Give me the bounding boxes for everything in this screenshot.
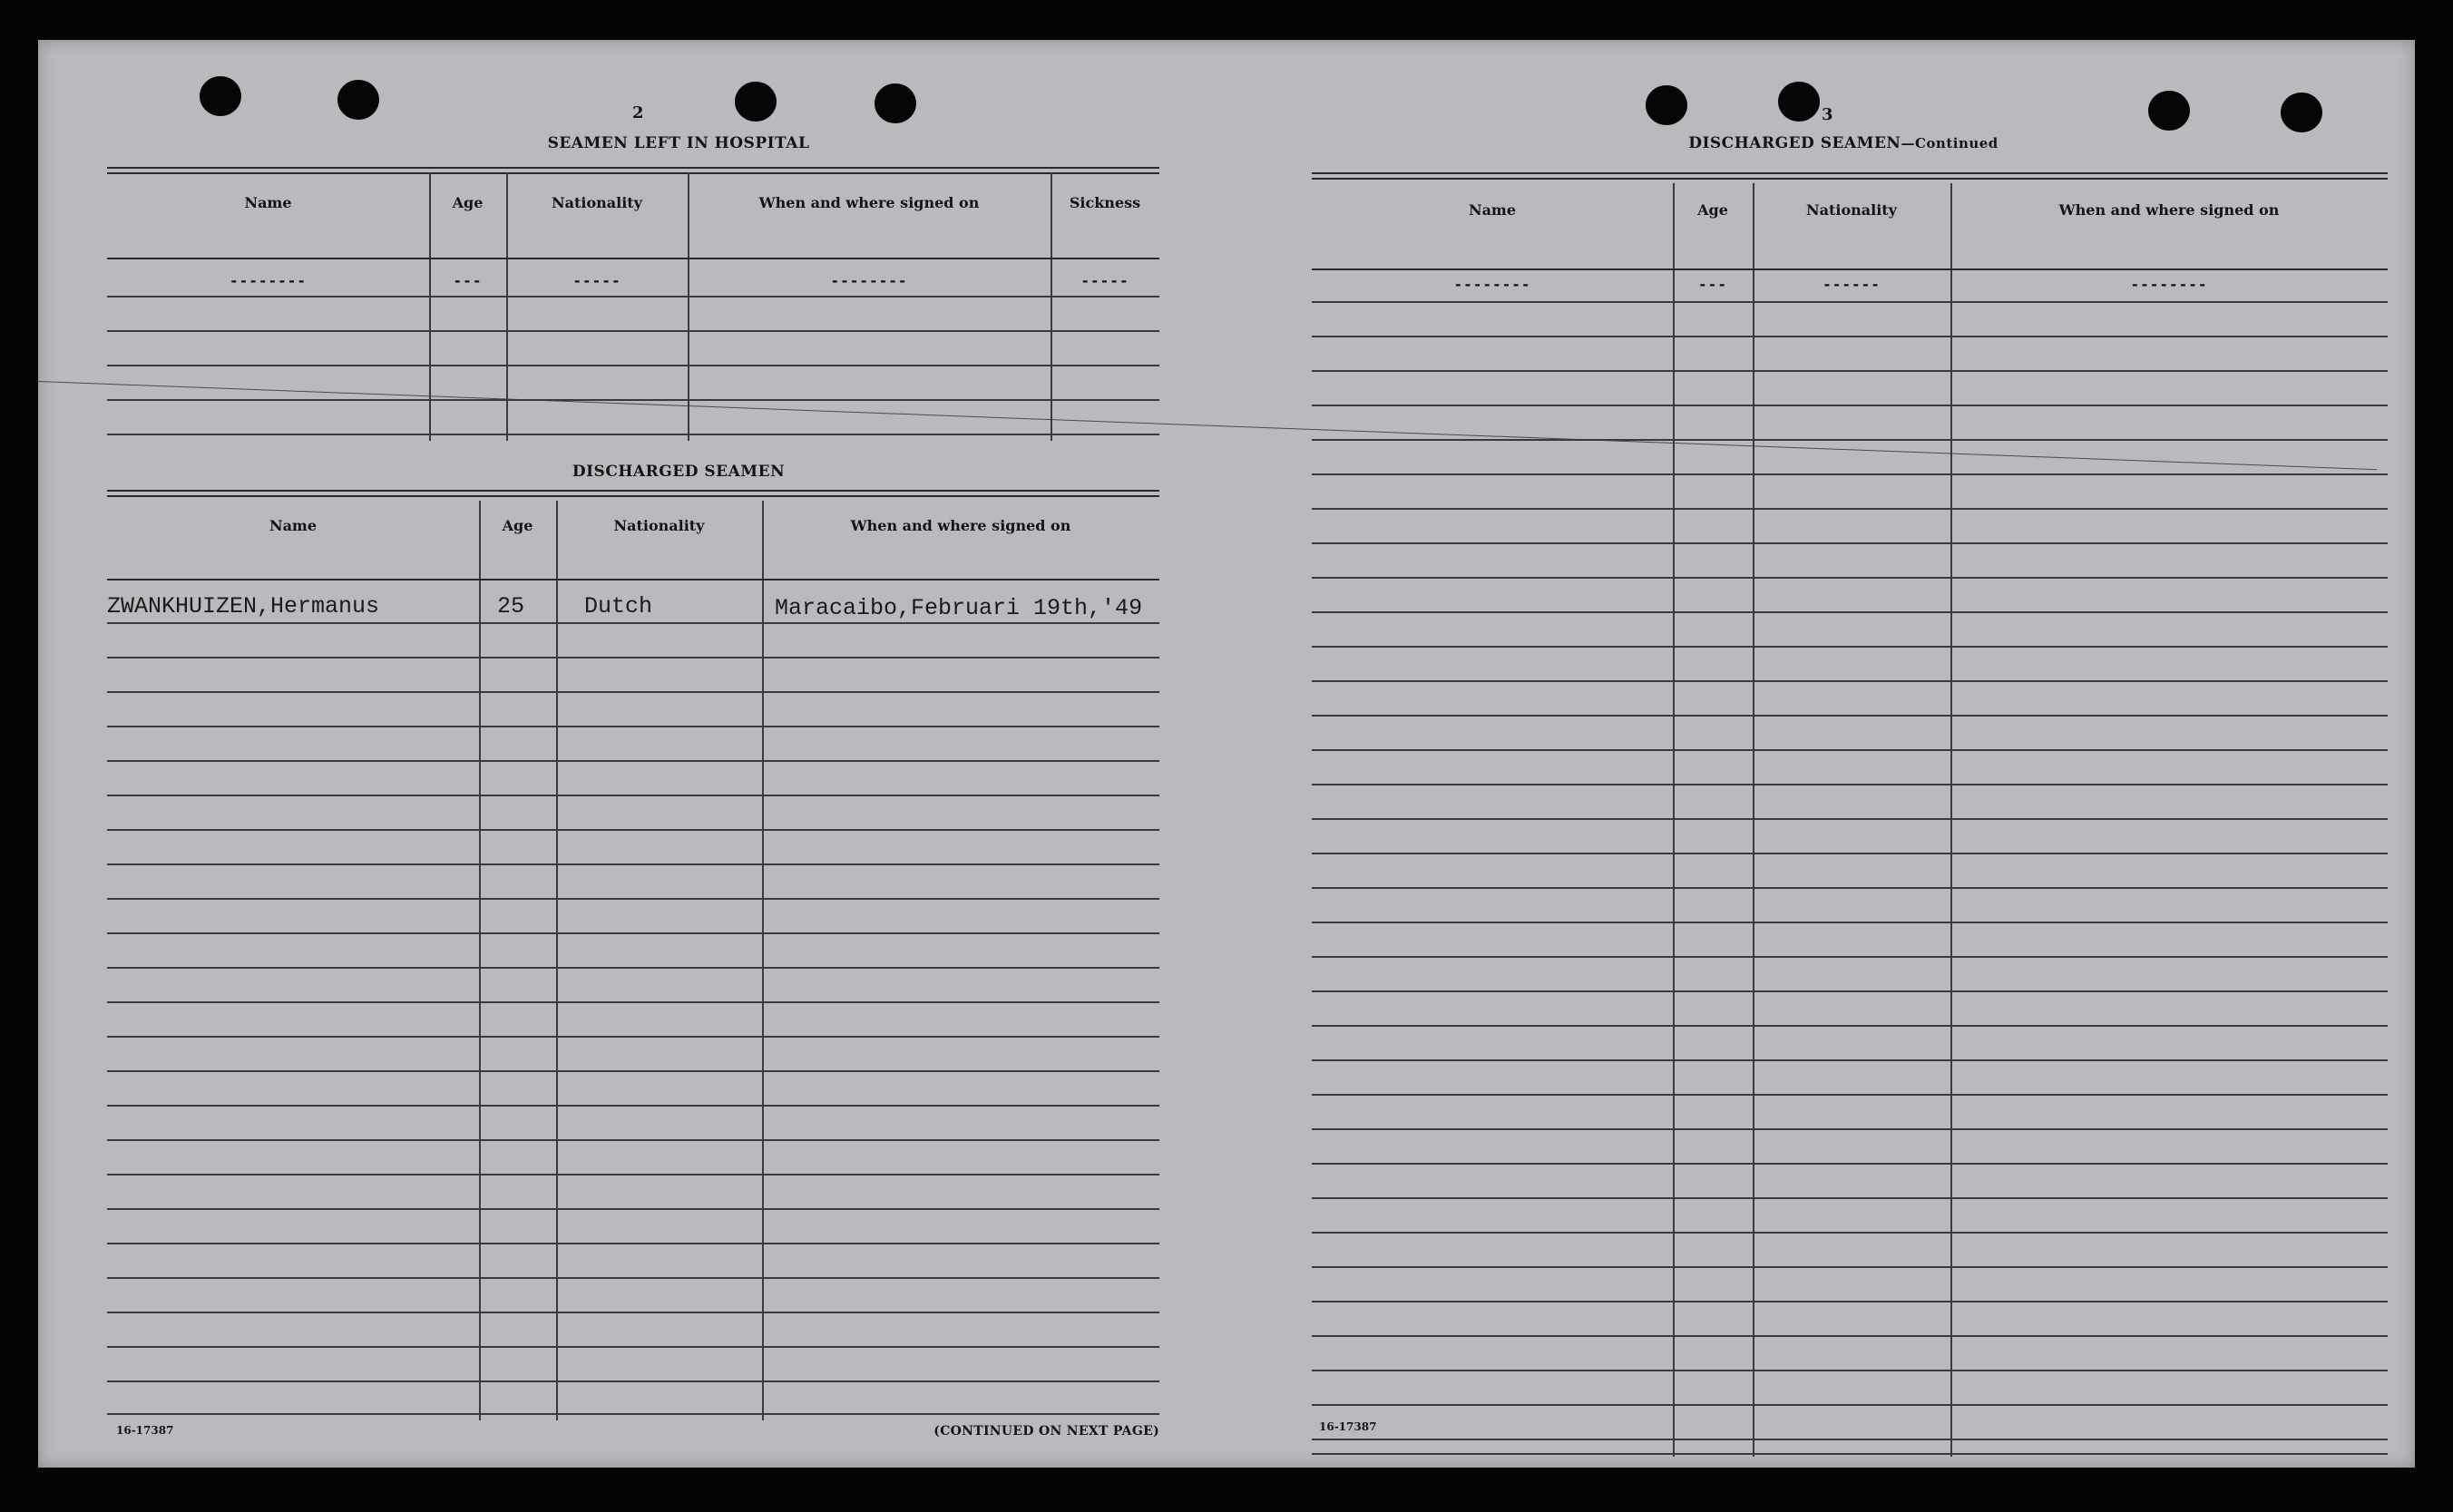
hospital-dash-sickness: -----	[1080, 272, 1129, 289]
continued-col-age: Age	[1697, 201, 1728, 219]
discharged-continued-table	[1312, 172, 2388, 1457]
discharged-section-title: DISCHARGED SEAMEN	[572, 463, 786, 481]
form-code-left: 16-17387	[116, 1424, 174, 1437]
continued-col-signed-on: When and where signed on	[2058, 201, 2280, 219]
discharged-col-name: Name	[269, 517, 318, 534]
punch-hole-icon	[337, 80, 379, 120]
page-number-left: 2	[632, 103, 644, 122]
continued-dash-name: --------	[1453, 276, 1531, 293]
punch-hole-icon	[200, 76, 241, 116]
punch-hole-icon	[1646, 85, 1687, 125]
hospital-col-name: Name	[244, 194, 292, 211]
discharged-continued-title-suffix: —Continued	[1901, 135, 1999, 151]
hospital-dash-nationality: -----	[572, 272, 621, 289]
discharged-col-signed-on: When and where signed on	[850, 517, 1071, 534]
continued-dash-signed-on: --------	[2130, 276, 2208, 293]
hospital-dash-name: --------	[229, 272, 308, 289]
punch-hole-icon	[2281, 93, 2322, 132]
continued-dash-age: ---	[1698, 276, 1727, 293]
form-code-right: 16-17387	[1319, 1420, 1377, 1433]
discharged-col-nationality: Nationality	[613, 517, 705, 534]
hospital-dash-signed-on: --------	[830, 272, 908, 289]
hospital-table	[107, 167, 1159, 441]
hospital-section-title: SEAMEN LEFT IN HOSPITAL	[547, 134, 810, 152]
ledger-sheet	[38, 40, 2415, 1468]
discharged-entry-age: 25	[497, 593, 525, 619]
discharged-continued-title-main: DISCHARGED SEAMEN	[1688, 134, 1901, 152]
discharged-entry-signed-on: Maracaibo,Februari 19th,'49	[775, 595, 1143, 621]
discharged-entry-nationality: Dutch	[584, 593, 653, 619]
punch-hole-icon	[2148, 91, 2190, 131]
discharged-col-age: Age	[502, 517, 533, 534]
discharged-entry-name: ZWANKHUIZEN,Hermanus	[107, 593, 380, 619]
hospital-col-sickness: Sickness	[1069, 194, 1141, 211]
continued-dash-nationality: ------	[1823, 276, 1881, 293]
punch-hole-icon	[875, 83, 916, 123]
continued-col-name: Name	[1468, 201, 1517, 219]
discharged-table	[107, 490, 1159, 1420]
hospital-dash-age: ---	[453, 272, 483, 289]
hospital-col-signed-on: When and where signed on	[758, 194, 980, 211]
discharged-continued-title	[1617, 134, 2070, 152]
continued-col-nationality: Nationality	[1806, 201, 1897, 219]
page-number-right: 3	[1822, 105, 1833, 124]
punch-hole-icon	[1778, 82, 1820, 122]
continued-note: (CONTINUED ON NEXT PAGE)	[933, 1424, 1159, 1439]
hospital-col-nationality: Nationality	[552, 194, 642, 211]
punch-hole-icon	[735, 82, 777, 122]
hospital-col-age: Age	[452, 194, 484, 211]
